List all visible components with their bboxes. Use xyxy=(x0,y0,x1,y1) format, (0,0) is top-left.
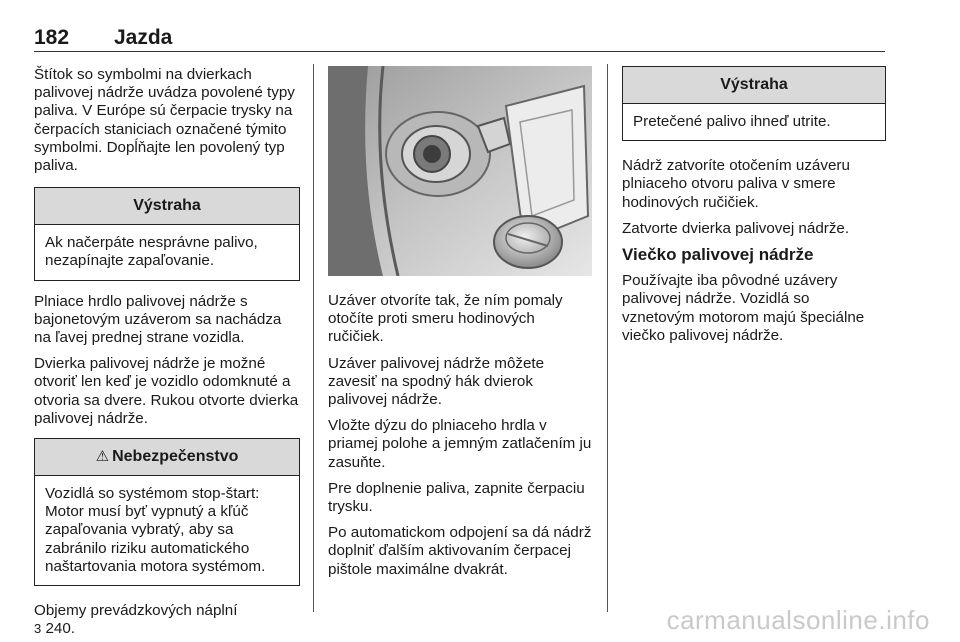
capacities-reference xyxy=(34,602,300,638)
close-door-paragraph: Zatvorte dvierka palivovej nádrže. xyxy=(622,219,850,237)
column-divider-1 xyxy=(313,64,314,612)
warning-title: Výstraha xyxy=(35,188,299,225)
warning-title: Výstraha xyxy=(623,67,885,104)
intro-paragraph: Štítok so symbolmi na dvierkach palivovej nádrže uvádza povolené typy paliva. V Európe sú čerpacie trysky na čerpacích staniciach označené týmito symbolmi. Dopĺňajte len povolený typ paliva. xyxy=(34,66,295,175)
danger-title: Nebezpečenstvo xyxy=(112,448,239,466)
danger-box xyxy=(34,438,300,586)
column-2 xyxy=(328,66,593,587)
page-number: 182 xyxy=(34,26,70,49)
warning-box-2 xyxy=(622,66,886,141)
header-divider xyxy=(34,51,885,52)
danger-text: Vozidlá so systémom stop-štart: Motor musí byť vypnutý a kľúč zapaľovania vybratý, aby sa zabránilo riziku automatického naštartovania motora systémom. xyxy=(45,485,266,575)
page-reference-link[interactable]: 240. xyxy=(45,620,76,638)
danger-title-bar xyxy=(35,439,299,476)
hang-cap-paragraph: Uzáver palivovej nádrže môžete zavesiť na spodný hák dvierok palivovej nádrže. xyxy=(328,354,545,409)
topup-paragraph: Po automatickom odpojení sa dá nádrž doplniť ďalším aktivovaním čerpacej pištole maximálne dvakrát. xyxy=(328,524,592,578)
capacities-text: Objemy prevádzkových náplní xyxy=(34,602,238,620)
column-1 xyxy=(34,66,300,638)
warning-text: Pretečené palivo ihneď utrite. xyxy=(633,113,831,130)
warning-triangle-icon: ⚠ xyxy=(95,448,110,466)
original-caps-paragraph: Používajte iba pôvodné uzávery palivovej nádrže. Vozidlá so vznetovým motorom majú špeciálne viečko palivovej nádrže. xyxy=(622,272,865,344)
filler-neck-paragraph: Plniace hrdlo palivovej nádrže s bajonetovým uzáverom sa nachádza na ľavej prednej strane vozidla. xyxy=(34,292,282,347)
section-title: Jazda xyxy=(114,26,173,49)
column-divider-2 xyxy=(607,64,608,612)
subsection-heading: Viečko palivovej nádrže xyxy=(622,245,814,265)
insert-nozzle-paragraph: Vložte dýzu do plniaceho hrdla v priamej polohe a jemným zatlačením ju zasuňte. xyxy=(328,417,592,471)
reference-arrow-icon: 3 xyxy=(34,621,42,637)
warning-box-1 xyxy=(34,187,300,280)
warning-text: Ak načerpáte nesprávne palivo, nezapínajte zapaľovanie. xyxy=(45,234,258,270)
watermark: carmanualsonline.info xyxy=(666,605,930,635)
fuel-filler-photo xyxy=(328,66,592,276)
column-3 xyxy=(622,66,886,353)
start-pump-paragraph: Pre doplnenie paliva, zapnite čerpaciu trysku. xyxy=(328,479,585,516)
open-cap-paragraph: Uzáver otvoríte tak, že ním pomaly otočíte proti smeru hodinových ručičiek. xyxy=(328,292,563,346)
fuel-door-paragraph: Dvierka palivovej nádrže je možné otvoriť len keď je vozidlo odomknuté a otvoria sa dvere. Rukou otvorte dvierka palivovej nádrže. xyxy=(34,355,299,427)
close-cap-paragraph: Nádrž zatvoríte otočením uzáveru plniaceho otvoru paliva v smere hodinových ručičiek. xyxy=(622,157,850,211)
page-header xyxy=(34,26,885,50)
